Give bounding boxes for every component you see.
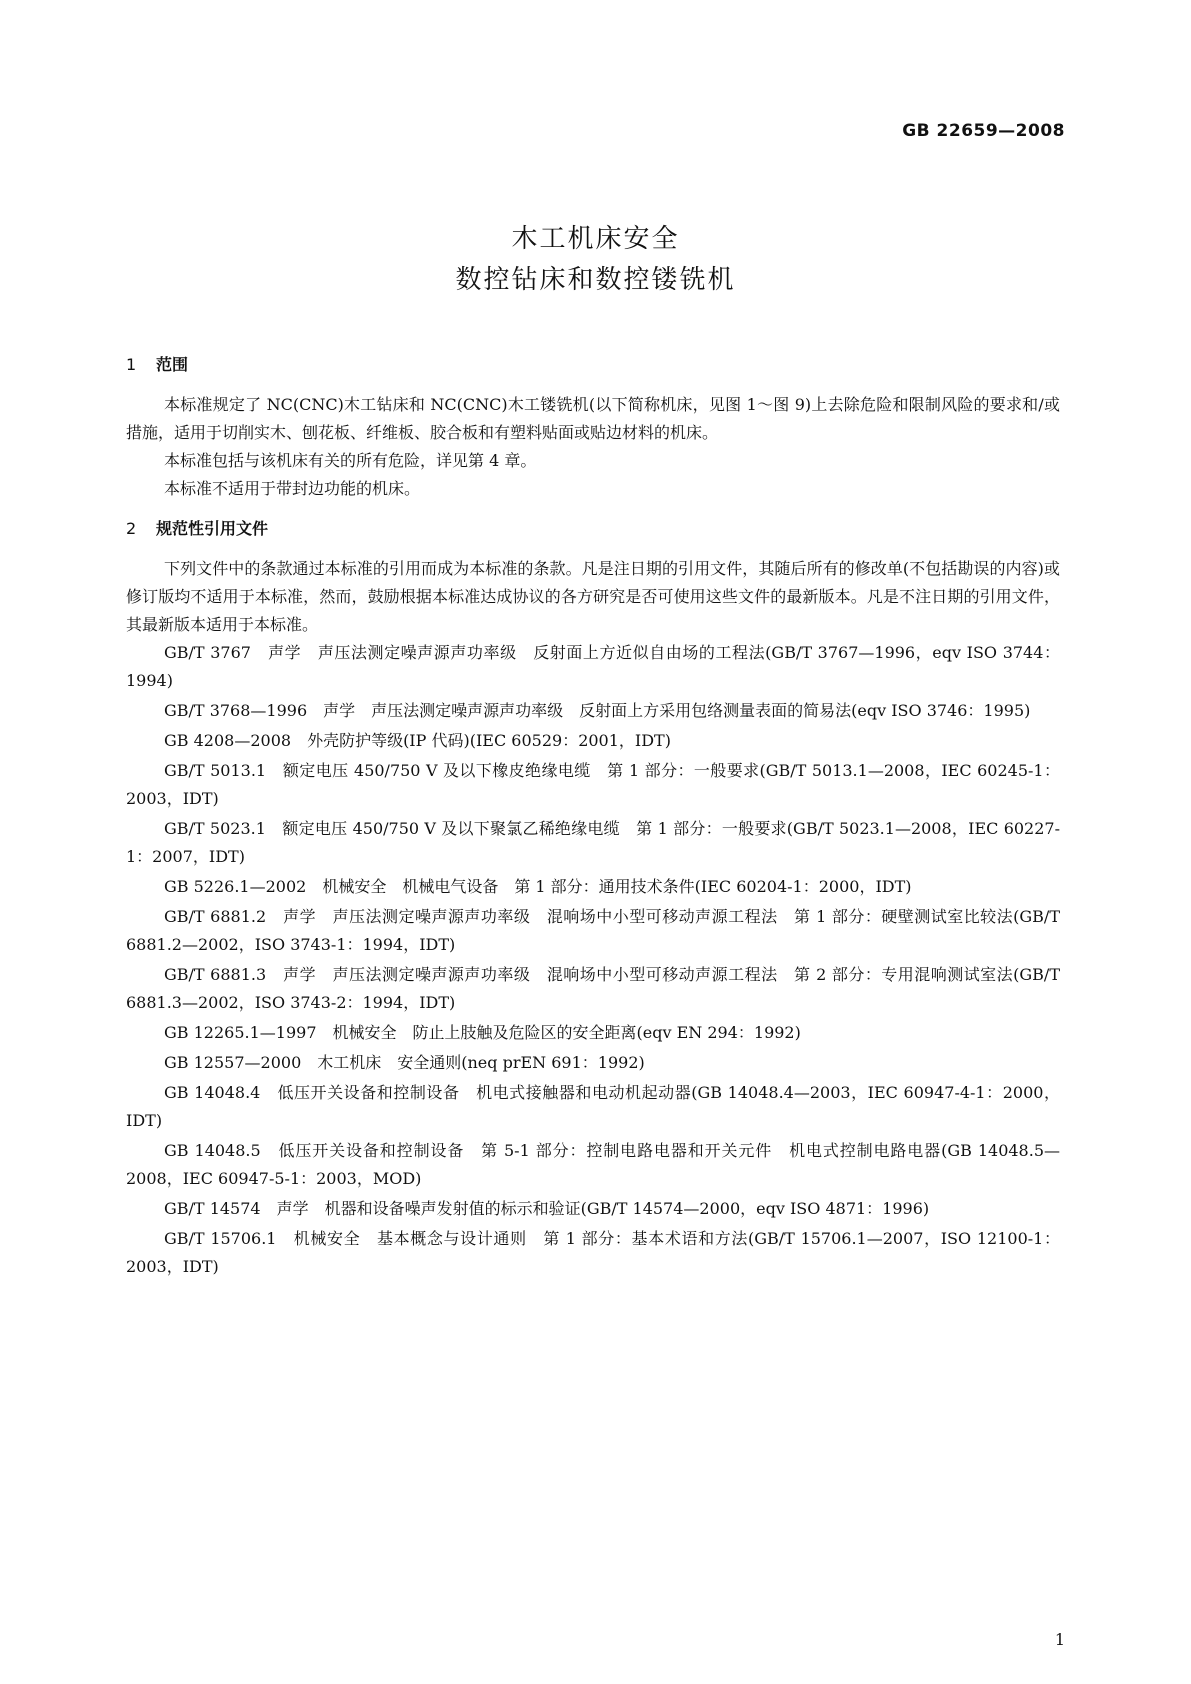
reference-item: GB 12265.1—1997 机械安全 防止上肢触及危险区的安全距离(eqv EN 294：1992) [164,1023,801,1042]
reference-item: GB/T 14574 声学 机器和设备噪声发射值的标示和验证(GB/T 14574—2000，eqv ISO 4871：1996) [164,1199,930,1218]
document-body [126,345,1060,1283]
reference-item: GB 14048.4 低压开关设备和控制设备 机电式接触器和电动机起动器(GB 14048.4—2003，IEC 60947-4-1：2000，IDT) [126,1083,1060,1130]
section-number: 2 [126,519,137,538]
paragraph: 本标准规定了 NC(CNC)木工钻床和 NC(CNC)木工镂铣机(以下简称机床，见图 1～图 9)上去除危险和限制风险的要求和/或措施，适用于切削实木、刨花板、纤维板、胶合板和有塑料贴面或贴边材料的机床。 [126,395,1060,442]
reference-item: GB 4208—2008 外壳防护等级(IP 代码)(IEC 60529：2001，IDT) [164,731,671,750]
section-title: 规范性引用文件 [156,519,269,538]
standard-number: GB 22659—2008 [902,121,1065,141]
reference-item: GB 14048.5 低压开关设备和控制设备 第 5-1 部分：控制电路电器和开关元件 机电式控制电路电器(GB 14048.5—2008，IEC 60947-5-1：2003，MOD) [126,1141,1060,1188]
reference-item: GB/T 6881.3 声学 声压法测定噪声源声功率级 混响场中小型可移动声源工程法 第 2 部分：专用混响测试室法(GB/T 6881.3—2002，ISO 3743-2：1994，IDT) [126,965,1060,1012]
reference-item: GB 12557—2000 木工机床 安全通则(neq prEN 691：1992) [164,1053,645,1072]
page-number: 1 [1054,1630,1065,1649]
reference-item: GB/T 15706.1 机械安全 基本概念与设计通则 第 1 部分：基本术语和方法(GB/T 15706.1—2007，ISO 12100-1：2003，IDT) [126,1229,1060,1276]
reference-item: GB 5226.1—2002 机械安全 机械电气设备 第 1 部分：通用技术条件(IEC 60204-1：2000，IDT) [164,877,912,896]
paragraph: 本标准不适用于带封边功能的机床。 [164,479,421,498]
section-heading-scope [126,353,1060,377]
reference-item: GB/T 5023.1 额定电压 450/750 V 及以下聚氯乙稀绝缘电缆 第 1 部分：一般要求(GB/T 5023.1—2008，IEC 60227-1：2007，IDT) [126,819,1060,866]
section-number: 1 [126,355,137,374]
section-heading-references [126,517,1060,541]
section-title: 范围 [156,355,189,374]
document-subtitle: 数控钻床和数控镂铣机 [455,265,736,295]
reference-item: GB/T 6881.2 声学 声压法测定噪声源声功率级 混响场中小型可移动声源工程法 第 1 部分：硬壁测试室比较法(GB/T 6881.2—2002，ISO 3743-1：1994，IDT) [126,907,1060,954]
paragraph: 本标准包括与该机床有关的所有危险，详见第 4 章。 [164,451,537,470]
paragraph: 下列文件中的条款通过本标准的引用而成为本标准的条款。凡是注日期的引用文件，其随后所有的修改单(不包括勘误的内容)或修订版均不适用于本标准，然而，鼓励根据本标准达成协议的各方研究是否可使用这些文件的最新版本。凡是不注日期的引用文件，其最新版本适用于本标准。 [126,559,1060,634]
reference-item: GB/T 3768—1996 声学 声压法测定噪声源声功率级 反射面上方采用包络测量表面的简易法(eqv ISO 3746：1995) [164,701,1031,720]
reference-item: GB/T 5013.1 额定电压 450/750 V 及以下橡皮绝缘电缆 第 1 部分：一般要求(GB/T 5013.1—2008，IEC 60245-1：2003，IDT) [126,761,1060,808]
reference-item: GB/T 3767 声学 声压法测定噪声源声功率级 反射面上方近似自由场的工程法(GB/T 3767—1996，eqv ISO 3744：1994) [126,643,1060,690]
document-title: 木工机床安全 [511,224,680,254]
